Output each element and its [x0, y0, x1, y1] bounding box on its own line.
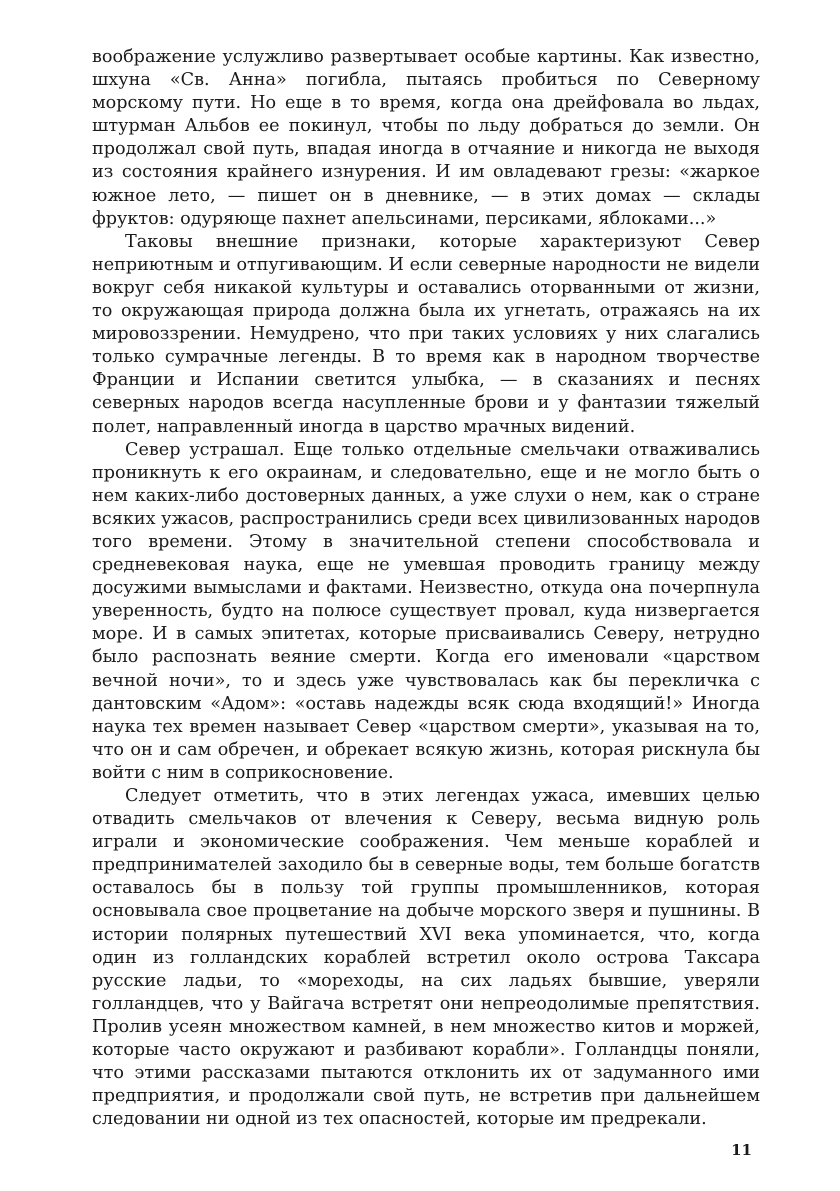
page-number: 11 — [731, 1141, 752, 1159]
paragraph-continuation: воображение услужливо развертывает особые картины. Как известно, шхуна «Св. Анна» погибла, пытаясь пробиться по Северному морскому пути. Но еще в то время, когда она дрейфовала во льдах, штурман Альбов ее покинул, чтобы по льду добраться до земли. Он продолжал свой путь, впадая иногда в отчаяние и никогда не выходя из состояния крайнего изнурения. И им овладевают грезы: «жаркое южное лето, — пишет он в дневнике, — в этих домах — склады фруктов: одуряюще пахнет апельсинами, персиками, яблоками...» — [92, 47, 760, 229]
page-body — [92, 46, 760, 1131]
paragraph-north-terrified: Север устрашал. Еще только отдельные смельчаки отваживались проникнуть к его окраинам, и следовательно, еще и не могло быть о нем каких-либо достоверных данных, а уже слухи о нем, как о стране всяких ужасов, распространились среди всех цивилизованных народов того времени. Этому в значительной степени способствовала и средневековая наука, еще не умевшая проводить границу между досужими вымыслами и фактами. Неизвестно, откуда она почерпнула уверенность, будто на полюсе существует провал, куда низвергается море. И в самых эпитетах, которые присваивались Северу, нетрудно было распознать веяние смерти. Когда его именовали «царством вечной ночи», то и здесь уже чувствовалась как бы перекличка с дантовским «Адом»: «оставь надежды всяк сюда входящий!» Иногда наука тех времен называет Север «царством смерти», указывая на то, что он и сам обречен, и обрекает всякую жизнь, которая рискнула бы войти с ним в соприкосновение. — [92, 439, 760, 783]
paragraph-north-features: Таковы внешние признаки, которые характеризуют Север неприютным и отпугивающим. И если северные народности не видели вокруг себя никакой культуры и оставались оторванными от жизни, то окружающая природа должна была их угнетать, отражаясь на их мировоззрении. Немудрено, что при таких условиях у них слагались только сумрачные легенды. В то время как в народном творчестве Франции и Испании светится улыбка, — в сказаниях и песнях северных народов всегда насупленные брови и у фантазии тяжелый полет, направленный иногда в царство мрачных видений. — [92, 231, 760, 437]
paragraph-economic-reasons: Следует отметить, что в этих легендах ужаса, имевших целью отвадить смельчаков от влечения к Северу, весьма видную роль играли и экономические соображения. Чем меньше кораблей и предпринимателей заходило бы в северные воды, тем больше богатств оставалось бы в пользу той группы промышленников, которая основывала свое процветание на добыче морского зверя и пушнины. В истории полярных путешествий XVI века упоминается, что, когда один из голландских кораблей встретил около острова Таксара русские ладьи, то «мореходы, на сих ладьях бывшие, уверяли голландцев, что у Вайгача встретят они непреодолимые препятствия. Пролив усеян множеством камней, в нем множество китов и моржей, которые часто окружают и разбивают корабли». Голландцы поняли, что этими рассказами пытаются отклонить их от задуманного ими предприятия, и продолжали свой путь, не встретив при дальнейшем следовании ни одной из тех опасностей, которые им предрекали. — [92, 786, 760, 1130]
